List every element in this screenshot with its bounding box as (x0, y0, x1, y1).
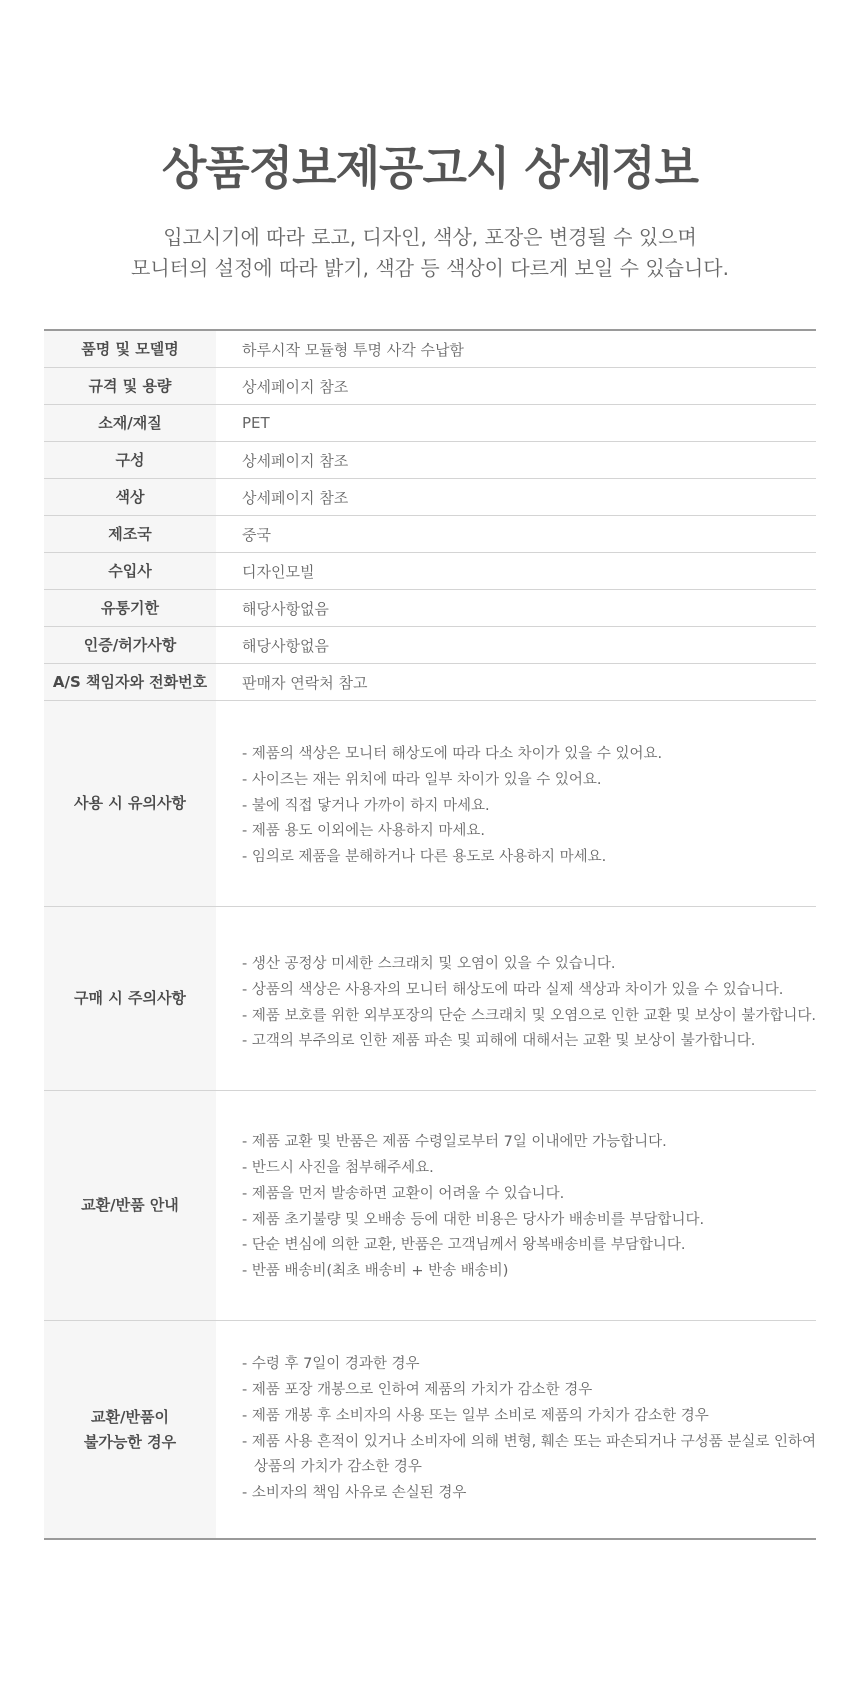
notes-label: 구매 시 주의사항 (44, 907, 216, 1091)
list-item: 상품의 가치가 감소한 경우 (253, 1459, 422, 1476)
list-item: - 고객의 부주의로 인한 제품 파손 및 피해에 대해서는 교환 및 보상이 불가합니다. (241, 1033, 756, 1050)
notes-label: 사용 시 유의사항 (44, 701, 216, 907)
list-item: - 제품 개봉 후 소비자의 사용 또는 일부 소비로 제품의 가치가 감소한 경우 (241, 1407, 709, 1424)
subtitle-line: 입고시기에 따라 로고, 디자인, 색상, 포장은 변경될 수 있으며 (163, 225, 697, 249)
notes-row-no-exchange (44, 1321, 816, 1540)
list-item: - 제품 초기불량 및 오배송 등에 대한 비용은 당사가 배송비를 부담합니다. (241, 1211, 705, 1228)
row-value: 해당사항없음 (216, 590, 816, 627)
notes-list (242, 736, 816, 871)
list-item: - 반드시 사진을 첨부해주세요. (241, 1159, 434, 1176)
list-item: - 제품 보호를 위한 외부포장의 단순 스크래치 및 오염으로 인한 교환 및 보상이 불가합니다. (241, 1007, 816, 1024)
row-label: 소재/재질 (44, 405, 216, 442)
table-row (44, 405, 816, 442)
notes-list (242, 1352, 816, 1507)
notes-row-purchase (44, 907, 816, 1091)
table-row (44, 553, 816, 590)
table-row (44, 330, 816, 368)
row-label: 수입사 (44, 553, 216, 590)
row-label: 품명 및 모델명 (44, 330, 216, 368)
row-value: 하루시작 모듈형 투명 사각 수납함 (216, 330, 816, 368)
list-item: - 반품 배송비(최초 배송비 + 반송 배송비) (241, 1263, 509, 1280)
row-label: 제조국 (44, 516, 216, 553)
list-item: - 제품 포장 개봉으로 인하여 제품의 가치가 감소한 경우 (241, 1381, 593, 1398)
product-info-table (44, 329, 816, 1540)
row-label: A/S 책임자와 전화번호 (44, 664, 216, 701)
notes-list (242, 942, 816, 1055)
list-item: - 수령 후 7일이 경과한 경우 (241, 1356, 420, 1373)
row-label: 구성 (44, 442, 216, 479)
notes-row-exchange (44, 1091, 816, 1321)
notes-list (242, 1126, 816, 1285)
list-item: - 상품의 색상은 사용자의 모니터 해상도에 따라 실제 색상과 차이가 있을 수 있습니다. (241, 981, 784, 998)
row-label: 인증/허가사항 (44, 627, 216, 664)
row-value: 해당사항없음 (216, 627, 816, 664)
list-item: - 단순 변심에 의한 교환, 반품은 고객님께서 왕복배송비를 부담합니다. (241, 1237, 686, 1254)
notes-label-line: 불가능한 경우 (83, 1432, 177, 1451)
row-value: 상세페이지 참조 (216, 368, 816, 405)
table-row (44, 368, 816, 405)
list-item: - 제품 교환 및 반품은 제품 수령일로부터 7일 이내에만 가능합니다. (241, 1134, 667, 1151)
notes-row-usage (44, 701, 816, 907)
list-item: - 생산 공정상 미세한 스크래치 및 오염이 있을 수 있습니다. (241, 955, 616, 972)
row-label: 색상 (44, 479, 216, 516)
notes-label: 교환/반품 안내 (44, 1091, 216, 1321)
row-value: 중국 (216, 516, 816, 553)
table-row (44, 590, 816, 627)
list-item: - 소비자의 책임 사유로 손실된 경우 (241, 1485, 467, 1502)
row-value: 상세페이지 참조 (216, 442, 816, 479)
row-value: 판매자 연락처 참고 (216, 664, 816, 701)
notes-label-line: 교환/반품이 (91, 1407, 169, 1426)
table-row (44, 664, 816, 701)
row-label: 유통기한 (44, 590, 216, 627)
list-item: - 제품 용도 이외에는 사용하지 마세요. (241, 823, 485, 840)
page-title: 상품정보제공고시 상세정보 (161, 141, 699, 195)
row-value: PET (216, 405, 816, 442)
list-item: - 임의로 제품을 분해하거나 다른 용도로 사용하지 마세요. (241, 849, 607, 866)
row-value: 디자인모빌 (216, 553, 816, 590)
list-item: - 제품을 먼저 발송하면 교환이 어려울 수 있습니다. (241, 1185, 565, 1202)
list-item: - 제품의 색상은 모니터 해상도에 따라 다소 차이가 있을 수 있어요. (241, 746, 663, 762)
table-row (44, 442, 816, 479)
list-item: - 사이즈는 재는 위치에 따라 일부 차이가 있을 수 있어요. (241, 771, 602, 788)
table-row (44, 516, 816, 553)
list-item: - 불에 직접 닿거나 가까이 하지 마세요. (241, 797, 490, 814)
subtitle-line: 모니터의 설정에 따라 밝기, 색감 등 색상이 다르게 보일 수 있습니다. (131, 256, 729, 280)
page-subtitle (0, 222, 860, 284)
row-label: 규격 및 용량 (44, 368, 216, 405)
table-row (44, 627, 816, 664)
notes-label (44, 1321, 216, 1540)
list-item: - 제품 사용 흔적이 있거나 소비자에 의해 변형, 훼손 또는 파손되거나 구성품 분실로 인하여 (241, 1433, 816, 1450)
table-row (44, 479, 816, 516)
row-value: 상세페이지 참조 (216, 479, 816, 516)
